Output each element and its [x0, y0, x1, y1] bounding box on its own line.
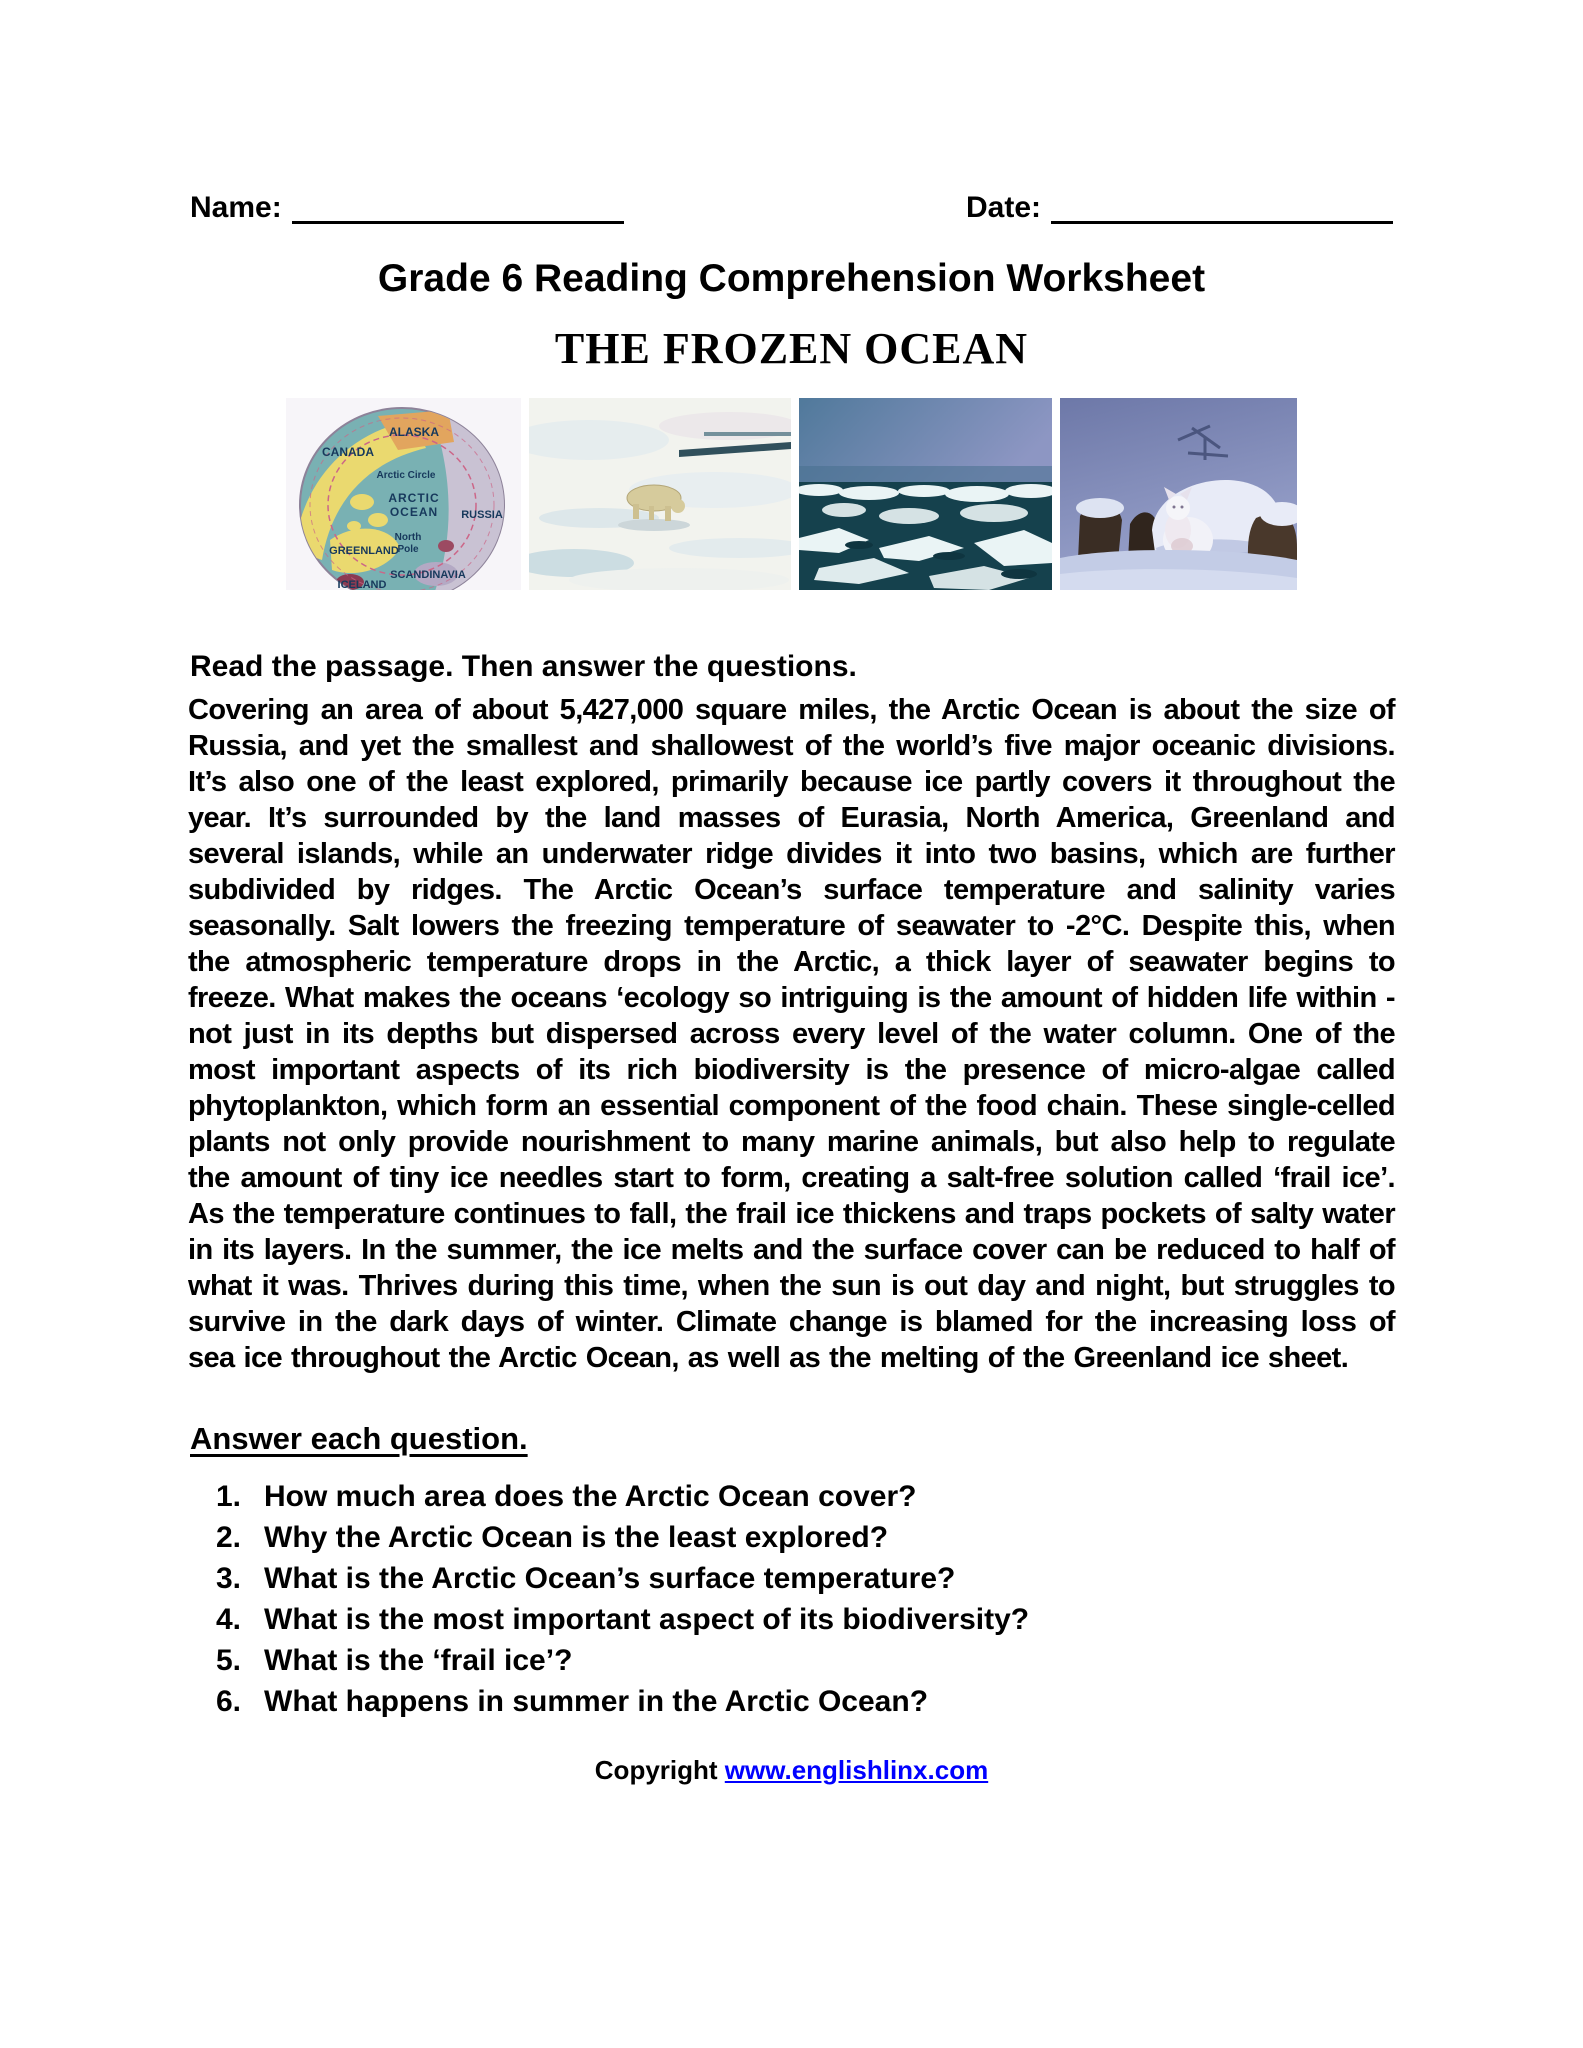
question-number: 1.	[216, 1480, 242, 1513]
question-text: What is the most important aspect of its biodiversity?	[264, 1603, 1030, 1636]
question-text: How much area does the Arctic Ocean cover?	[264, 1480, 917, 1513]
map-label-ocean: OCEAN	[389, 505, 439, 519]
copyright-line	[0, 1755, 1583, 1785]
date-label: Date:	[965, 191, 1041, 224]
question-number: 6.	[216, 1685, 242, 1718]
image-strip	[0, 398, 1583, 590]
question-number: 3.	[216, 1562, 242, 1595]
map-label-alaska: ALASKA	[389, 425, 439, 439]
page-title: Grade 6 Reading Comprehension Worksheet	[377, 257, 1206, 300]
name-date-row	[190, 0, 1393, 224]
map-label-arctic: ARCTIC	[388, 491, 440, 505]
map-label-iceland: ICELAND	[337, 579, 387, 590]
question-item-4	[216, 1605, 1393, 1635]
passage-text: Covering an area of about 5,427,000 square miles, the Arctic Ocean is about the size of Russia, and yet the smallest and shallowest of the world’s five major oceanic divisions. It’s also one of the least explored, primarily because ice partly covers it throughout the year. It’s surrounded by the land masses of Eurasia, North America, Greenland and several islands, while an underwater ridge divides it into two basins, which are further subdivided by ridges. The Arctic Ocean’s surface temperature and salinity varies seasonally. Salt lowers the freezing temperature of seawater to -2°C. Despite this, when the atmospheric temperature drops in the Arctic, a thick layer of seawater begins to freeze. What makes the oceans ‘ecology so intriguing is the amount of hidden life within - not just in its depths but dispersed across every level of the water column. One of the most important aspects of its rich biodiversity is the presence of micro-algae called phytoplankton, which form an essential component of the food chain. These single-celled plants not only provide nourishment to many marine animals, but also help to regulate the amount of tiny ice needles start to form, creating a salt-free solution called ‘frail ice’. As the temperature continues to fall, the frail ice thickens and traps pockets of salty water in its layers. In the summer, the ice melts and the surface cover can be reduced to half of what it was. Thrives during this time, when the sun is out day and night, but struggles to survive in the dark days of winter. Climate change is blamed for the increasing loss of sea ice throughout the Arctic Ocean, as well as the melting of the Greenland ice sheet.	[188, 694, 1395, 1374]
answer-questions-heading: Answer each question.	[190, 1421, 528, 1456]
question-text: What is the Arctic Ocean’s surface temperature?	[264, 1562, 956, 1595]
map-label-pole: Pole	[397, 544, 419, 555]
instructions-line: Read the passage. Then answer the questions.	[190, 650, 857, 683]
name-label: Name:	[190, 191, 282, 224]
copyright-label: Copyright	[594, 1755, 718, 1785]
map-label-russia: RUSSIA	[461, 509, 503, 521]
name-blank-line	[292, 193, 624, 224]
question-text: Why the Arctic Ocean is the least explored?	[264, 1521, 889, 1554]
englishlinx-link[interactable]: www.englishlinx.com	[724, 1755, 989, 1785]
question-text: What happens in summer in the Arctic Ocean?	[264, 1685, 929, 1718]
question-number: 2.	[216, 1521, 242, 1554]
polar-bear-image	[529, 398, 791, 590]
questions-list	[216, 1482, 1393, 1717]
date-blank-line	[1051, 193, 1393, 224]
question-item-1	[216, 1482, 1393, 1512]
map-label-canada: CANADA	[322, 445, 374, 459]
question-item-3	[216, 1564, 1393, 1594]
map-label-greenland: GREENLAND	[329, 545, 399, 557]
arctic-map-image	[286, 398, 521, 590]
map-label-arctic-circle: Arctic Circle	[376, 470, 436, 481]
question-item-5	[216, 1646, 1393, 1676]
arctic-fox-image	[1060, 398, 1297, 590]
map-label-scandinavia: SCANDINAVIA	[390, 569, 466, 581]
map-label-north: North	[394, 532, 422, 543]
question-item-2	[216, 1523, 1393, 1553]
date-field	[966, 192, 1393, 224]
question-number: 4.	[216, 1603, 242, 1636]
name-field	[190, 192, 624, 224]
passage-title: THE FROZEN OCEAN	[554, 324, 1029, 373]
ice-floes-image	[799, 398, 1052, 590]
question-text: What is the ‘frail ice’?	[264, 1644, 573, 1677]
question-item-6	[216, 1687, 1393, 1717]
question-number: 5.	[216, 1644, 242, 1677]
